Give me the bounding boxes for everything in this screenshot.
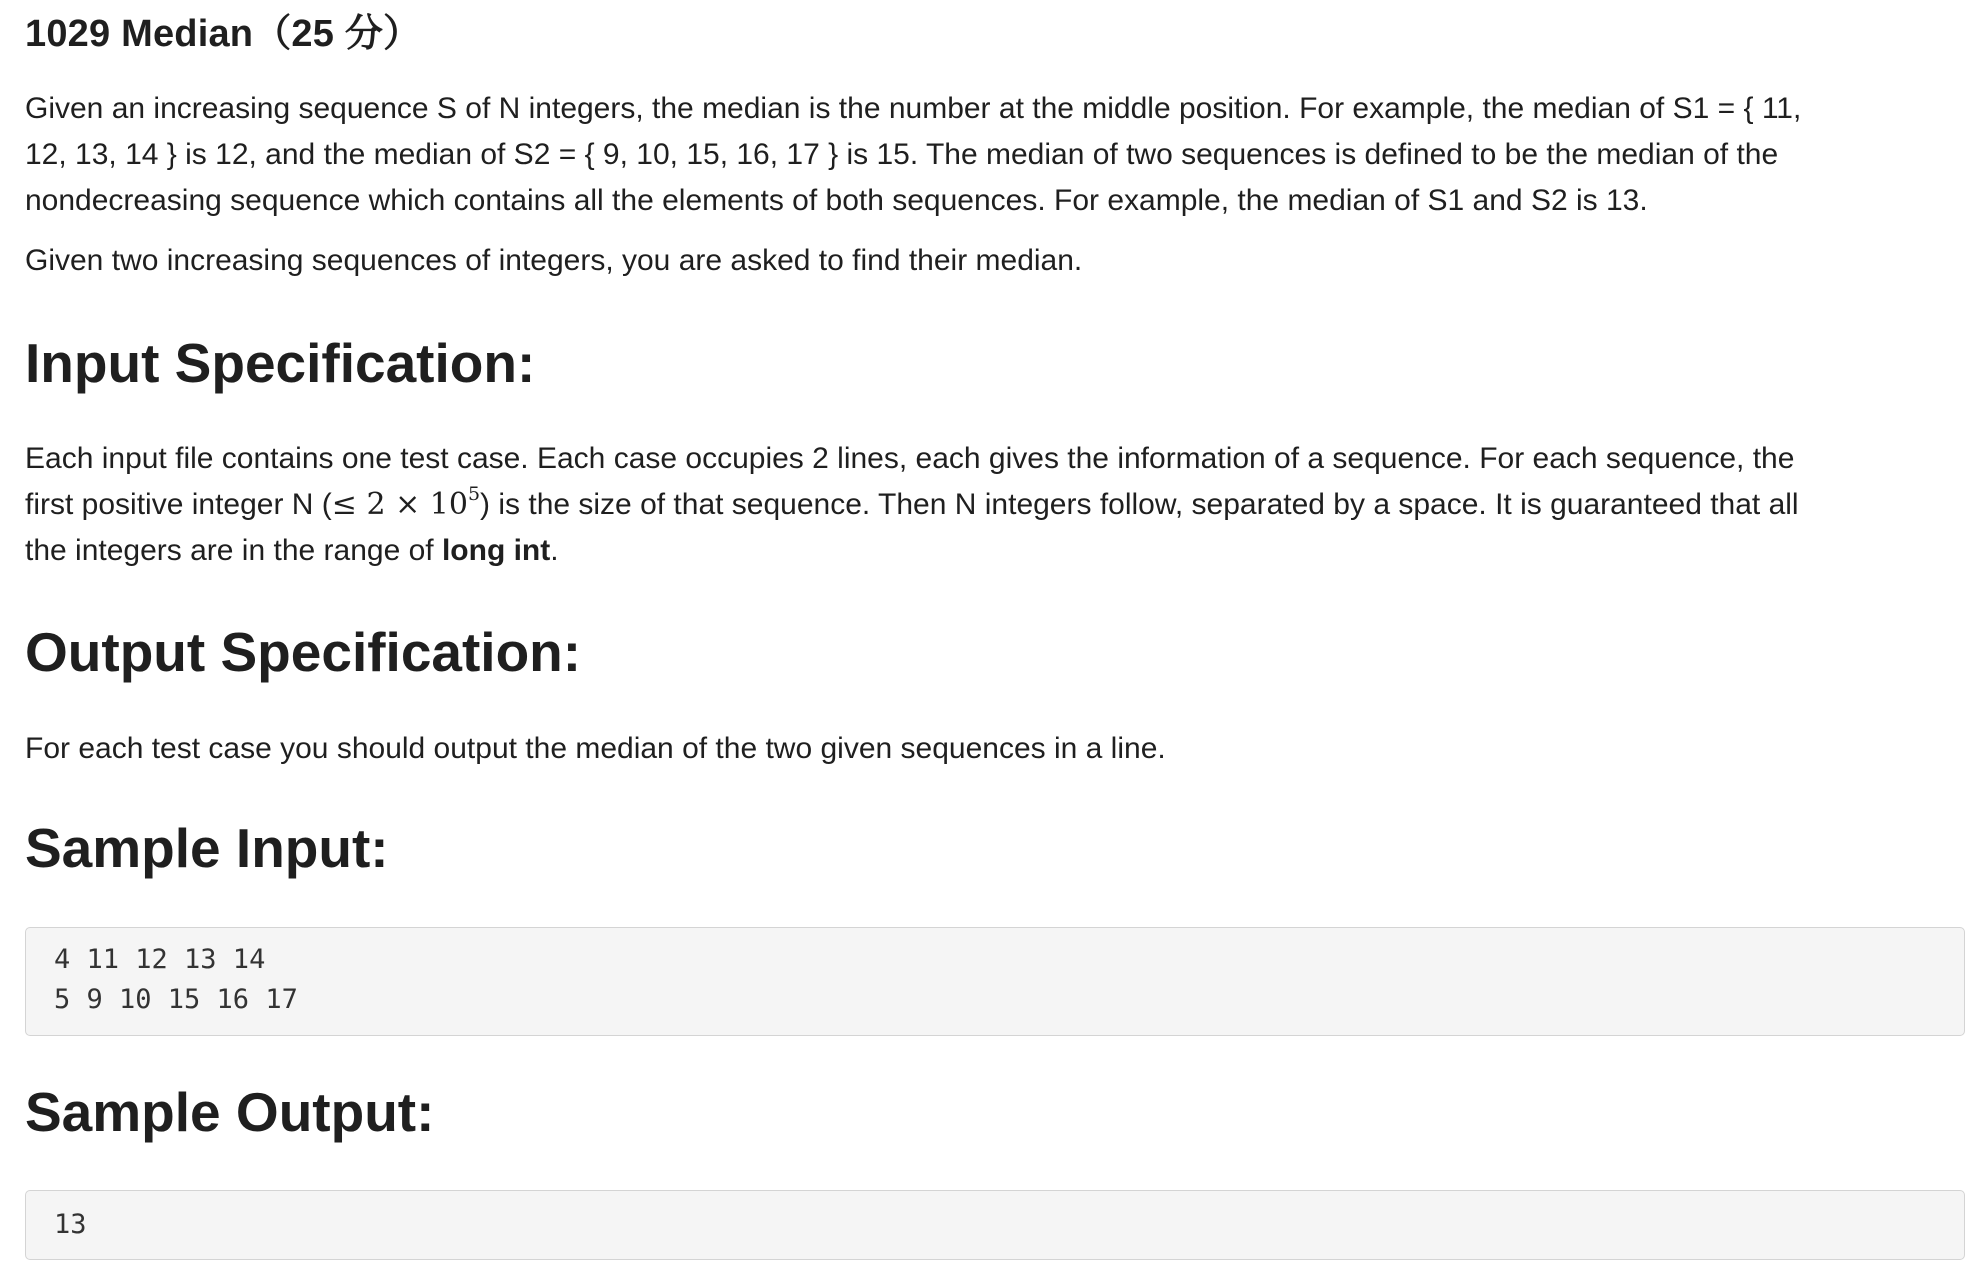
- input-spec-heading: Input Specification:: [25, 332, 536, 394]
- sample-output-code-block[interactable]: [25, 1190, 1965, 1260]
- input-spec-line: first positive integer N (≤ $2 \times 10^5$) is the size of that sequence. Then N integers follow, separated by a space. It is guaranteed that all: [25, 483, 1799, 522]
- input-spec-line: Each input file contains one test case. Each case occupies 2 lines, each gives the information of a sequence. For each sequence, the: [25, 442, 1795, 475]
- math-constraint: ≤ $2 \times 10^5$: [331, 483, 481, 522]
- sample-output-heading: Sample Output:: [25, 1081, 435, 1143]
- input-spec-line: the integers are in the range of long int.: [25, 534, 559, 567]
- intro-line: nondecreasing sequence which contains all the elements of both sequences. For example, the median of S1 and S2 is 13.: [25, 184, 1648, 217]
- problem-task: Given two increasing sequences of integers, you are asked to find their median.: [25, 244, 1083, 277]
- input-spec-text: [25, 436, 1975, 574]
- output-spec-text: For each test case you should output the median of the two given sequences in a line.: [25, 732, 1166, 765]
- problem-title: 1029 Median（25 分）: [25, 13, 422, 55]
- problem-intro: [25, 86, 1975, 224]
- intro-line: Given an increasing sequence S of N integers, the median is the number at the middle position. For example, the median of S1 = { 11,: [25, 92, 1802, 125]
- long-int-term: long int: [441, 534, 551, 567]
- sample-output-code[interactable]: 13: [54, 1209, 87, 1240]
- intro-line: 12, 13, 14 } is 12, and the median of S2 = { 9, 10, 15, 16, 17 } is 15. The median of two sequences is defined to be the median of the: [25, 138, 1779, 171]
- sample-input-code[interactable]: 4 11 12 13 14 5 9 10 15 16 17: [54, 944, 298, 1015]
- output-spec-heading: Output Specification:: [25, 621, 582, 683]
- sample-input-code-block[interactable]: [25, 927, 1965, 1036]
- sample-input-heading: Sample Input:: [25, 817, 389, 879]
